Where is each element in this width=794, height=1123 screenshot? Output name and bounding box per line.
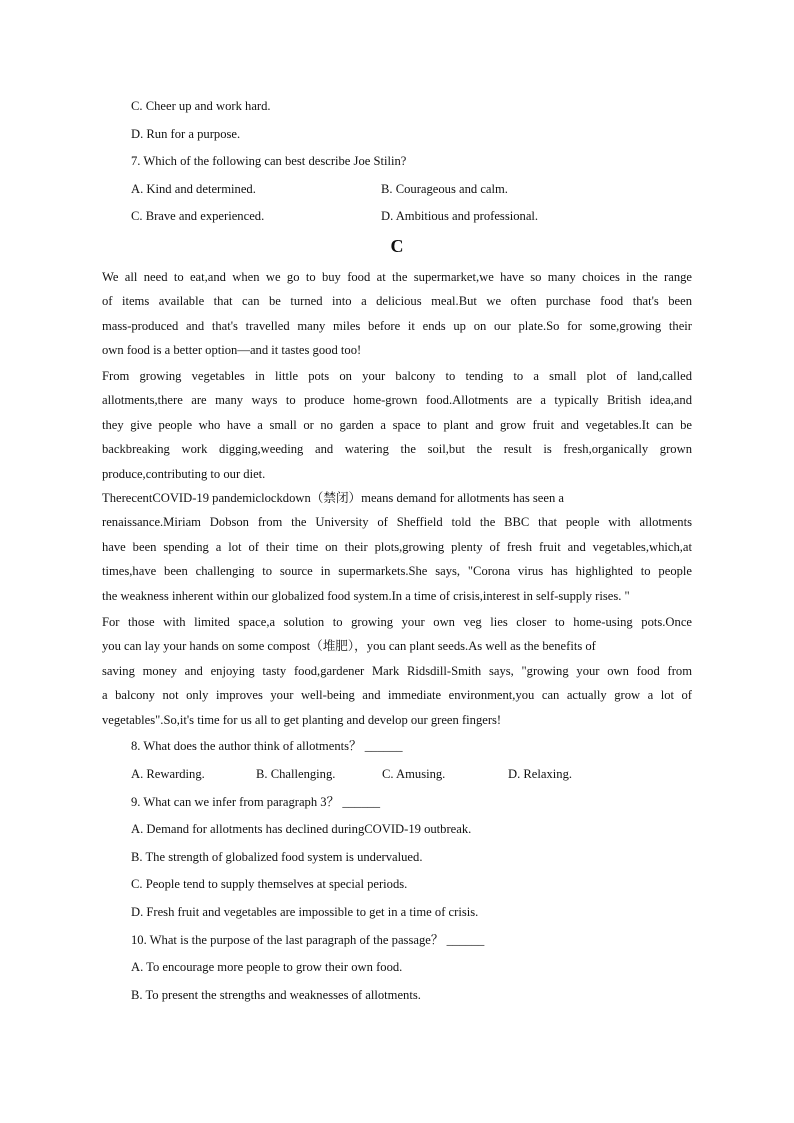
- q7-option-d: D. Ambitious and professional.: [381, 209, 539, 223]
- passage-line: produce,contributing to our diet.: [102, 466, 266, 481]
- q10-option-b: B. To present the strengths and weaknesses of allotments.: [131, 988, 421, 1002]
- passage-line: times,have been challenging to source in supermarkets.She says, "Corona virus has highlighted to people: [102, 564, 692, 579]
- passage-line: renaissance.Miriam Dobson from the University of Sheffield told the BBC that people with allotments: [102, 515, 692, 530]
- q9-option-b: B. The strength of globalized food system is undervalued.: [131, 850, 423, 864]
- q10-option-a: A. To encourage more people to grow their own food.: [131, 960, 403, 974]
- passage-line: the weakness inherent within our globalized food system.In a time of crisis,interest in self-supply rises. ": [102, 588, 630, 603]
- passage-line: backbreaking work digging,weeding and watering the soil,but the result is fresh,organically grown: [102, 442, 692, 457]
- passage-line: of items available that can be turned into a delicious meal.But we often purchase food that's been: [102, 294, 692, 309]
- passage-paragraph-1: [102, 265, 692, 363]
- passage-line: TherecentCOVID-19 pandemiclockdown（禁闭）means demand for allotments has seen a: [102, 491, 564, 505]
- q9-option-c: C. People tend to supply themselves at special periods.: [131, 877, 408, 891]
- passage-line: a balcony not only improves your well-being and immediate environment,you can actually grow a lot of: [102, 688, 692, 703]
- passage-line: you can lay your hands on some compost（堆肥），you can plant seeds.As well as the benefits of: [102, 639, 596, 654]
- passage-paragraph-2: [102, 364, 692, 486]
- q8-option-b: B. Challenging.: [256, 767, 336, 781]
- passage-line: vegetables".So,it's time for us all to get planting and develop our green fingers!: [102, 712, 502, 727]
- q9-option-a: A. Demand for allotments has declined duringCOVID-19 outbreak.: [131, 822, 472, 836]
- q8-option-c: C. Amusing.: [382, 767, 446, 781]
- passage-line: own food is a better option—and it tastes good too!: [102, 343, 362, 358]
- q7-option-a: A. Kind and determined.: [131, 182, 256, 196]
- q6-option-c: C. Cheer up and work hard.: [131, 99, 271, 113]
- q7-option-c: C. Brave and experienced.: [131, 209, 265, 223]
- q7-stem: 7. Which of the following can best describe Joe Stilin?: [131, 154, 407, 168]
- q7-option-b: B. Courageous and calm.: [381, 182, 508, 196]
- q9-option-d: D. Fresh fruit and vegetables are impossible to get in a time of crisis.: [131, 905, 479, 919]
- passage-line: they give people who have a small or no garden a space to plant and grow fruit and vegetables.It can be: [102, 417, 692, 432]
- passage-line: saving money and enjoying tasty food,gardener Mark Ridsdill-Smith says, "growing your own food from: [102, 663, 692, 678]
- section-heading: C: [390, 236, 404, 256]
- q8-stem: 8. What does the author think of allotments？ ______: [131, 739, 403, 753]
- q8-option-d: D. Relaxing.: [508, 767, 573, 781]
- passage-line: have been spending a lot of their time on their plots,growing plenty of fresh fruit and vegetables,which,at: [102, 539, 692, 554]
- passage-paragraph-3: [102, 486, 692, 608]
- passage-paragraph-4: [102, 610, 692, 732]
- q8-option-a: A. Rewarding.: [131, 767, 205, 781]
- q10-stem: 10. What is the purpose of the last paragraph of the passage？ ______: [131, 933, 485, 947]
- q9-stem: 9. What can we infer from paragraph 3？ ______: [131, 795, 381, 809]
- passage-line: mass-produced and that's travelled many miles before it ends up on our plate.So for some,growing their: [102, 318, 692, 333]
- passage-line: From growing vegetables in little pots on your balcony to tending to a small plot of land,called: [102, 369, 692, 383]
- passage-line: allotments,there are many ways to produce home-grown food.Allotments are a typically British idea,and: [102, 393, 692, 408]
- passage-line: For those with limited space,a solution to growing your own veg lies closer to home-using pots.Once: [102, 615, 692, 629]
- q6-option-d: D. Run for a purpose.: [131, 127, 241, 141]
- passage-line: We all need to eat,and when we go to buy food at the supermarket,we have so many choices in the range: [102, 270, 692, 284]
